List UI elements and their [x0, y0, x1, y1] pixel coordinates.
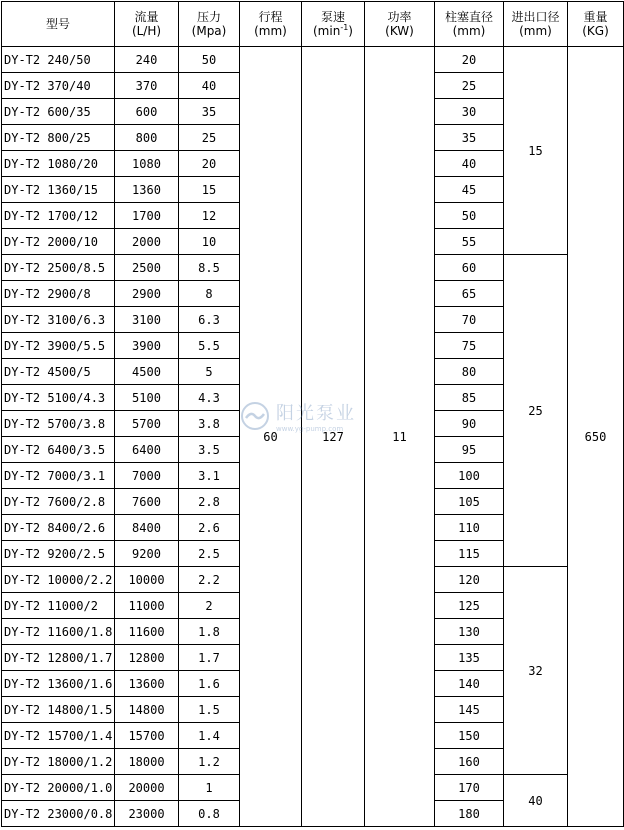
flow-cell: 8400	[115, 515, 179, 541]
port-cell: 25	[504, 255, 568, 567]
model-cell: DY-T2 1700/12	[2, 203, 115, 229]
model-cell: DY-T2 240/50	[2, 47, 115, 73]
flow-cell: 1360	[115, 177, 179, 203]
model-cell: DY-T2 800/25	[2, 125, 115, 151]
flow-cell: 11000	[115, 593, 179, 619]
pressure-cell: 6.3	[179, 307, 240, 333]
flow-cell: 240	[115, 47, 179, 73]
model-cell: DY-T2 15700/1.4	[2, 723, 115, 749]
flow-cell: 6400	[115, 437, 179, 463]
flow-cell: 14800	[115, 697, 179, 723]
flow-cell: 4500	[115, 359, 179, 385]
model-cell: DY-T2 10000/2.2	[2, 567, 115, 593]
flow-cell: 1700	[115, 203, 179, 229]
flow-cell: 1080	[115, 151, 179, 177]
model-cell: DY-T2 18000/1.2	[2, 749, 115, 775]
pressure-cell: 2.5	[179, 541, 240, 567]
plunger-cell: 80	[435, 359, 504, 385]
pressure-cell: 15	[179, 177, 240, 203]
plunger-cell: 140	[435, 671, 504, 697]
pressure-cell: 3.5	[179, 437, 240, 463]
plunger-cell: 35	[435, 125, 504, 151]
watermark-url: www.yg-pump.com	[276, 425, 344, 433]
table-row	[2, 47, 624, 73]
pressure-cell: 3.8	[179, 411, 240, 437]
header-flow: 流量 (L/H)	[115, 2, 179, 47]
plunger-cell: 95	[435, 437, 504, 463]
plunger-cell: 150	[435, 723, 504, 749]
plunger-cell: 110	[435, 515, 504, 541]
plunger-cell: 70	[435, 307, 504, 333]
pressure-cell: 8.5	[179, 255, 240, 281]
header-model: 型号	[2, 2, 115, 47]
weight-cell: 650	[568, 47, 624, 827]
pressure-cell: 1	[179, 775, 240, 801]
header-pressure: 压力 (Mpa)	[179, 2, 240, 47]
pressure-cell: 1.2	[179, 749, 240, 775]
header-weight: 重量 (KG)	[568, 2, 624, 47]
plunger-cell: 170	[435, 775, 504, 801]
pressure-cell: 10	[179, 229, 240, 255]
plunger-cell: 130	[435, 619, 504, 645]
pressure-cell: 8	[179, 281, 240, 307]
model-cell: DY-T2 3900/5.5	[2, 333, 115, 359]
header-port: 进出口径 (mm)	[504, 2, 568, 47]
model-cell: DY-T2 370/40	[2, 73, 115, 99]
flow-cell: 7000	[115, 463, 179, 489]
model-cell: DY-T2 13600/1.6	[2, 671, 115, 697]
flow-cell: 20000	[115, 775, 179, 801]
pressure-cell: 35	[179, 99, 240, 125]
model-cell: DY-T2 4500/5	[2, 359, 115, 385]
model-cell: DY-T2 11600/1.8	[2, 619, 115, 645]
plunger-cell: 85	[435, 385, 504, 411]
plunger-cell: 45	[435, 177, 504, 203]
stroke-cell: 60	[240, 47, 302, 827]
flow-cell: 10000	[115, 567, 179, 593]
pressure-cell: 40	[179, 73, 240, 99]
plunger-cell: 135	[435, 645, 504, 671]
model-cell: DY-T2 600/35	[2, 99, 115, 125]
plunger-cell: 55	[435, 229, 504, 255]
model-cell: DY-T2 11000/2	[2, 593, 115, 619]
flow-cell: 23000	[115, 801, 179, 827]
plunger-cell: 90	[435, 411, 504, 437]
spec-table-body	[2, 47, 624, 827]
pressure-cell: 2	[179, 593, 240, 619]
model-cell: DY-T2 8400/2.6	[2, 515, 115, 541]
plunger-cell: 25	[435, 73, 504, 99]
pressure-cell: 4.3	[179, 385, 240, 411]
plunger-cell: 115	[435, 541, 504, 567]
model-cell: DY-T2 7600/2.8	[2, 489, 115, 515]
flow-cell: 600	[115, 99, 179, 125]
plunger-cell: 60	[435, 255, 504, 281]
port-cell: 40	[504, 775, 568, 827]
flow-cell: 5700	[115, 411, 179, 437]
model-cell: DY-T2 9200/2.5	[2, 541, 115, 567]
pressure-cell: 20	[179, 151, 240, 177]
model-cell: DY-T2 2000/10	[2, 229, 115, 255]
flow-cell: 2900	[115, 281, 179, 307]
power-cell: 11	[365, 47, 435, 827]
flow-cell: 12800	[115, 645, 179, 671]
flow-cell: 800	[115, 125, 179, 151]
flow-cell: 2500	[115, 255, 179, 281]
model-cell: DY-T2 3100/6.3	[2, 307, 115, 333]
plunger-cell: 100	[435, 463, 504, 489]
pressure-cell: 1.4	[179, 723, 240, 749]
model-cell: DY-T2 2500/8.5	[2, 255, 115, 281]
flow-cell: 11600	[115, 619, 179, 645]
header-power: 功率 (KW)	[365, 2, 435, 47]
pressure-cell: 1.6	[179, 671, 240, 697]
flow-cell: 5100	[115, 385, 179, 411]
model-cell: DY-T2 23000/0.8	[2, 801, 115, 827]
pressure-cell: 2.8	[179, 489, 240, 515]
plunger-cell: 120	[435, 567, 504, 593]
pressure-cell: 1.5	[179, 697, 240, 723]
flow-cell: 370	[115, 73, 179, 99]
model-cell: DY-T2 14800/1.5	[2, 697, 115, 723]
port-cell: 15	[504, 47, 568, 255]
pressure-cell: 3.1	[179, 463, 240, 489]
plunger-cell: 40	[435, 151, 504, 177]
pressure-cell: 0.8	[179, 801, 240, 827]
plunger-cell: 160	[435, 749, 504, 775]
flow-cell: 3900	[115, 333, 179, 359]
watermark-brand: 阳光泵业	[276, 403, 356, 424]
model-cell: DY-T2 12800/1.7	[2, 645, 115, 671]
flow-cell: 18000	[115, 749, 179, 775]
pressure-cell: 5	[179, 359, 240, 385]
plunger-cell: 75	[435, 333, 504, 359]
model-cell: DY-T2 2900/8	[2, 281, 115, 307]
pressure-cell: 5.5	[179, 333, 240, 359]
plunger-cell: 50	[435, 203, 504, 229]
port-cell: 32	[504, 567, 568, 775]
plunger-cell: 20	[435, 47, 504, 73]
model-cell: DY-T2 6400/3.5	[2, 437, 115, 463]
flow-cell: 3100	[115, 307, 179, 333]
flow-cell: 2000	[115, 229, 179, 255]
plunger-cell: 105	[435, 489, 504, 515]
model-cell: DY-T2 5100/4.3	[2, 385, 115, 411]
flow-cell: 15700	[115, 723, 179, 749]
pressure-cell: 1.8	[179, 619, 240, 645]
plunger-cell: 125	[435, 593, 504, 619]
flow-cell: 13600	[115, 671, 179, 697]
header-stroke: 行程 (mm)	[240, 2, 302, 47]
header-speed: 泵速 $(\min^{-1})$	[302, 2, 365, 47]
model-cell: DY-T2 20000/1.0	[2, 775, 115, 801]
model-cell: DY-T2 1080/20	[2, 151, 115, 177]
pressure-cell: 2.2	[179, 567, 240, 593]
spec-table	[1, 1, 624, 827]
flow-cell: 9200	[115, 541, 179, 567]
flow-cell: 7600	[115, 489, 179, 515]
header-plunger: 柱塞直径 (mm)	[435, 2, 504, 47]
plunger-cell: 145	[435, 697, 504, 723]
pressure-cell: 50	[179, 47, 240, 73]
model-cell: DY-T2 1360/15	[2, 177, 115, 203]
model-cell: DY-T2 7000/3.1	[2, 463, 115, 489]
header-row	[2, 2, 624, 47]
model-cell: DY-T2 5700/3.8	[2, 411, 115, 437]
plunger-cell: 30	[435, 99, 504, 125]
plunger-cell: 180	[435, 801, 504, 827]
pressure-cell: 12	[179, 203, 240, 229]
plunger-cell: 65	[435, 281, 504, 307]
speed-cell: 127	[302, 47, 365, 827]
pressure-cell: 25	[179, 125, 240, 151]
pressure-cell: 2.6	[179, 515, 240, 541]
pressure-cell: 1.7	[179, 645, 240, 671]
